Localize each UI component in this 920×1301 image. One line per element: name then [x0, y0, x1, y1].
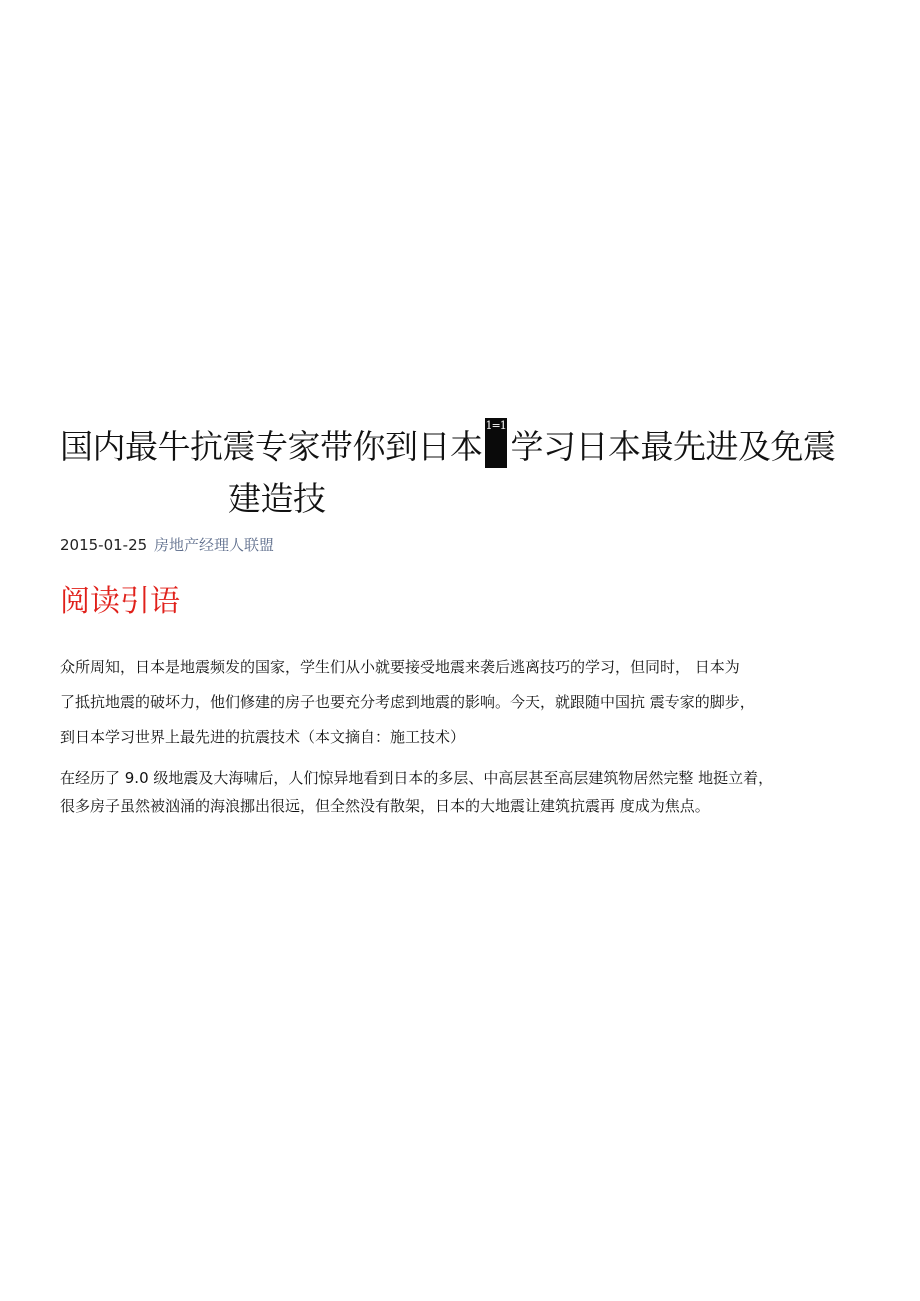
article-title-line-1	[60, 418, 880, 473]
section-title: 阅读引语	[60, 584, 180, 619]
intro-paragraph	[60, 650, 870, 755]
article-title-part-b: 学习日本最先进及免震	[510, 427, 836, 466]
article-meta	[60, 534, 274, 556]
text-line: 在经历了 9.0 级地震及大海啸后，人们惊异地看到日本的多层、中高层甚至高层建筑物居然完整 地挺立着，	[60, 769, 774, 787]
author-link[interactable]: 房地产经理人联盟	[153, 536, 274, 554]
text-line: 很多房子虽然被汹涌的海浪挪出很远，但全然没有散架，日本的大地震让建筑抗震再 度成为焦点。	[60, 797, 710, 815]
article-title	[60, 418, 880, 525]
title-block-mark-text: 1=1	[485, 419, 506, 432]
text-line: 了抵抗地震的破坏力，他们修建的房子也要充分考虑到地震的影响。今天，就跟随中国抗 震专家的脚步，	[60, 693, 755, 711]
text-line: 到日本学习世界上最先进的抗震技术（本文摘自：施工技术）	[60, 728, 466, 746]
publish-date: 2015-01-25	[60, 536, 148, 554]
body-paragraph	[60, 764, 870, 820]
article-title-line-2: 建造技	[228, 479, 326, 518]
article-title-part-a: 国内最牛抗震专家带你到日本	[60, 427, 483, 466]
title-block-mark	[485, 418, 507, 468]
text-line: 众所周知，日本是地震频发的国家，学生们从小就要接受地震来袭后逃离技巧的学习，但同时， 日本为	[60, 658, 740, 676]
